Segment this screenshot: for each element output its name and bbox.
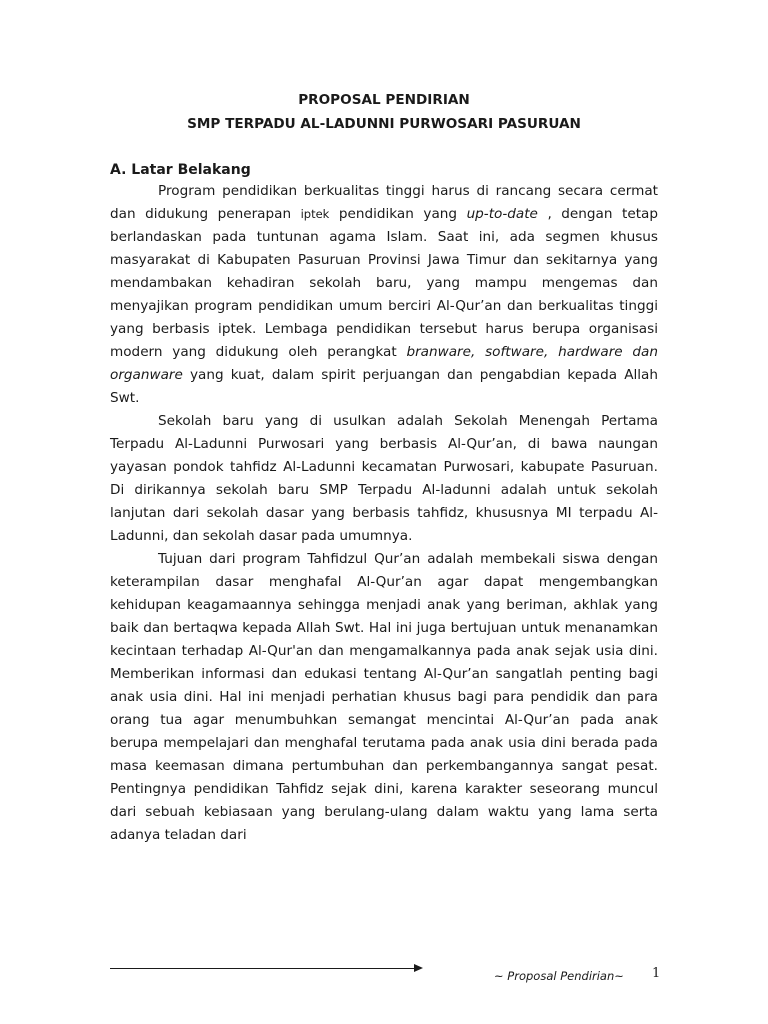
body-text [110, 180, 658, 847]
paragraph-2: Sekolah baru yang di usulkan adalah Sekolah Menengah Pertama Terpadu Al-Ladunni Purwosari yang berbasis Al-Qur’an, di bawa naungan yayasan pondok tahfidz Al-Ladunni kecamatan Purwosari, kabupate Pasuruan. Di dirikannya sekolah baru SMP Terpadu Al-ladunni adalah untuk sekolah lanjutan dari sekolah dasar yang berbasis tahfidz, khususnya MI terpadu Al-Ladunni, dan sekolah dasar pada umumnya. [110, 413, 658, 544]
section-heading: A. Latar Belakang [110, 162, 251, 178]
page-number: 1 [652, 966, 661, 981]
paragraph-3: Tujuan dari program Tahfidzul Qur’an adalah membekali siswa dengan keterampilan dasar menghafal Al-Qur’an agar dapat mengembangkan kehidupan keagamaannya sehingga menjadi anak yang beriman, akhlak yang baik dan bertaqwa kepada Allah Swt. Hal ini juga bertujuan untuk menanamkan kecintaan terhadap Al-Qur'an dan mengamalkannya pada anak sejak usia dini. Memberikan informasi dan edukasi tentang Al-Qur’an sangatlah penting bagi anak usia dini. Hal ini menjadi perhatian khusus bagi para pendidik dan para orang tua agar menumbuhkan semangat mencintai Al-Qur’an pada anak berupa mempelajari dan menghafal terutama pada anak usia dini berada pada masa keemasan dimana pertumbuhan dan perkembangannya sangat pesat. Pentingnya pendidikan Tahfidz sejak dini, karena karakter seseorang muncul dari sebuah kebiasaan yang berulang-ulang dalam waktu yang lama serta adanya teladan dari [110, 551, 658, 843]
footer-label: ~ Proposal Pendirian~ [494, 969, 624, 983]
term-ware-list: branware, software, hardware dan organware [110, 344, 658, 383]
footer-arrow-icon [414, 964, 423, 972]
document-subtitle: SMP TERPADU AL-LADUNNI PURWOSARI PASURUAN [187, 116, 581, 132]
footer-rule [110, 968, 416, 969]
document-title: PROPOSAL PENDIRIAN [298, 92, 470, 108]
term-iptek: iptek [300, 207, 330, 221]
term-up-to-date: up-to-date [466, 206, 538, 222]
paragraph-1: Program pendidikan berkualitas tinggi harus di rancang secara cermat dan didukung penerapan iptek pendidikan yang up-to-date , dengan tetap berlandaskan pada tuntunan agama Islam. Saat ini, ada segmen khusus masyarakat di Kabupaten Pasuruan Provinsi Jawa Timur dan sekitarnya yang mendambakan kehadiran sekolah baru, yang mampu mengemas dan menyajikan program pendidikan umum berciri Al-Qur’an dan berkualitas tinggi yang berbasis iptek. Lembaga pendidikan tersebut harus berupa organisasi modern yang didukung oleh perangkat branware, software, hardware dan organware yang kuat, dalam spirit perjuangan dan pengabdian kepada Allah Swt. [110, 183, 658, 406]
